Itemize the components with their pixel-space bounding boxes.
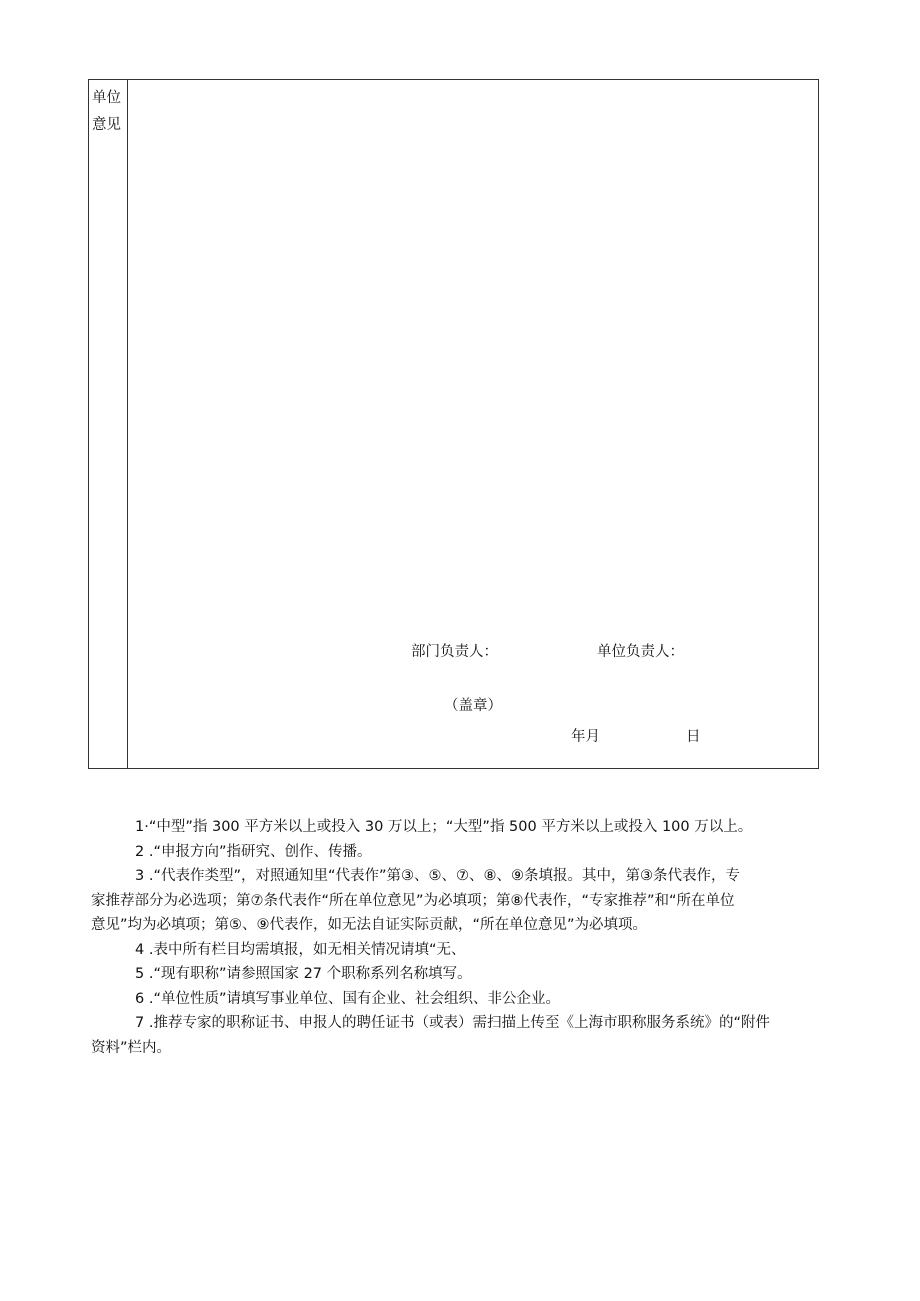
note-1: 1·“中型”指 300 平方米以上或投入 30 万以上；“大型”指 500 平方米以上或投入 100 万以上。 [135, 819, 753, 835]
note-3-line-3: 意见”均为必填项；第⑤、⑨代表作，如无法自证实际贡献，“所在单位意见”为必填项。 [91, 917, 648, 933]
note-5: 5 .“现有职称”请参照国家 27 个职称系列名称填写。 [135, 966, 472, 982]
unit-head-label: 单位负责人： [597, 644, 684, 660]
note-3-line-1: 3 .“代表作类型”，对照通知里“代表作”第③、⑤、⑦、⑧、⑨条填报。其中，第③条代表作，专 [135, 868, 740, 884]
note-7-line-2: 资料”栏内。 [91, 1040, 172, 1056]
seal-label: （盖章） [444, 698, 502, 714]
note-7-line-1: 7 .推荐专家的职称证书、申报人的聘任证书（或表）需扫描上传至《上海市职称服务系统》的“附件 [135, 1015, 770, 1031]
unit-opinion-box [88, 79, 819, 769]
unit-opinion-label-column [89, 80, 128, 768]
note-6: 6 .“单位性质”请填写事业单位、国有企业、社会组织、非公企业。 [135, 991, 560, 1007]
note-2: 2 .“申报方向”指研究、创作、传播。 [135, 844, 372, 860]
date-year-month-label: 年月 [571, 729, 600, 745]
note-4: 4 .表中所有栏目均需填报，如无相关情况请填“无、 [135, 942, 466, 958]
note-3-line-2: 家推荐部分为必选项；第⑦条代表作“所在单位意见”为必填项；第⑧代表作，“专家推荐”和“所在单位 [91, 893, 735, 909]
date-day-label: 日 [686, 729, 701, 745]
unit-opinion-label-line1: 单位 [92, 90, 121, 106]
dept-head-label: 部门负责人： [411, 644, 498, 660]
unit-opinion-label-line2: 意见 [92, 117, 121, 133]
